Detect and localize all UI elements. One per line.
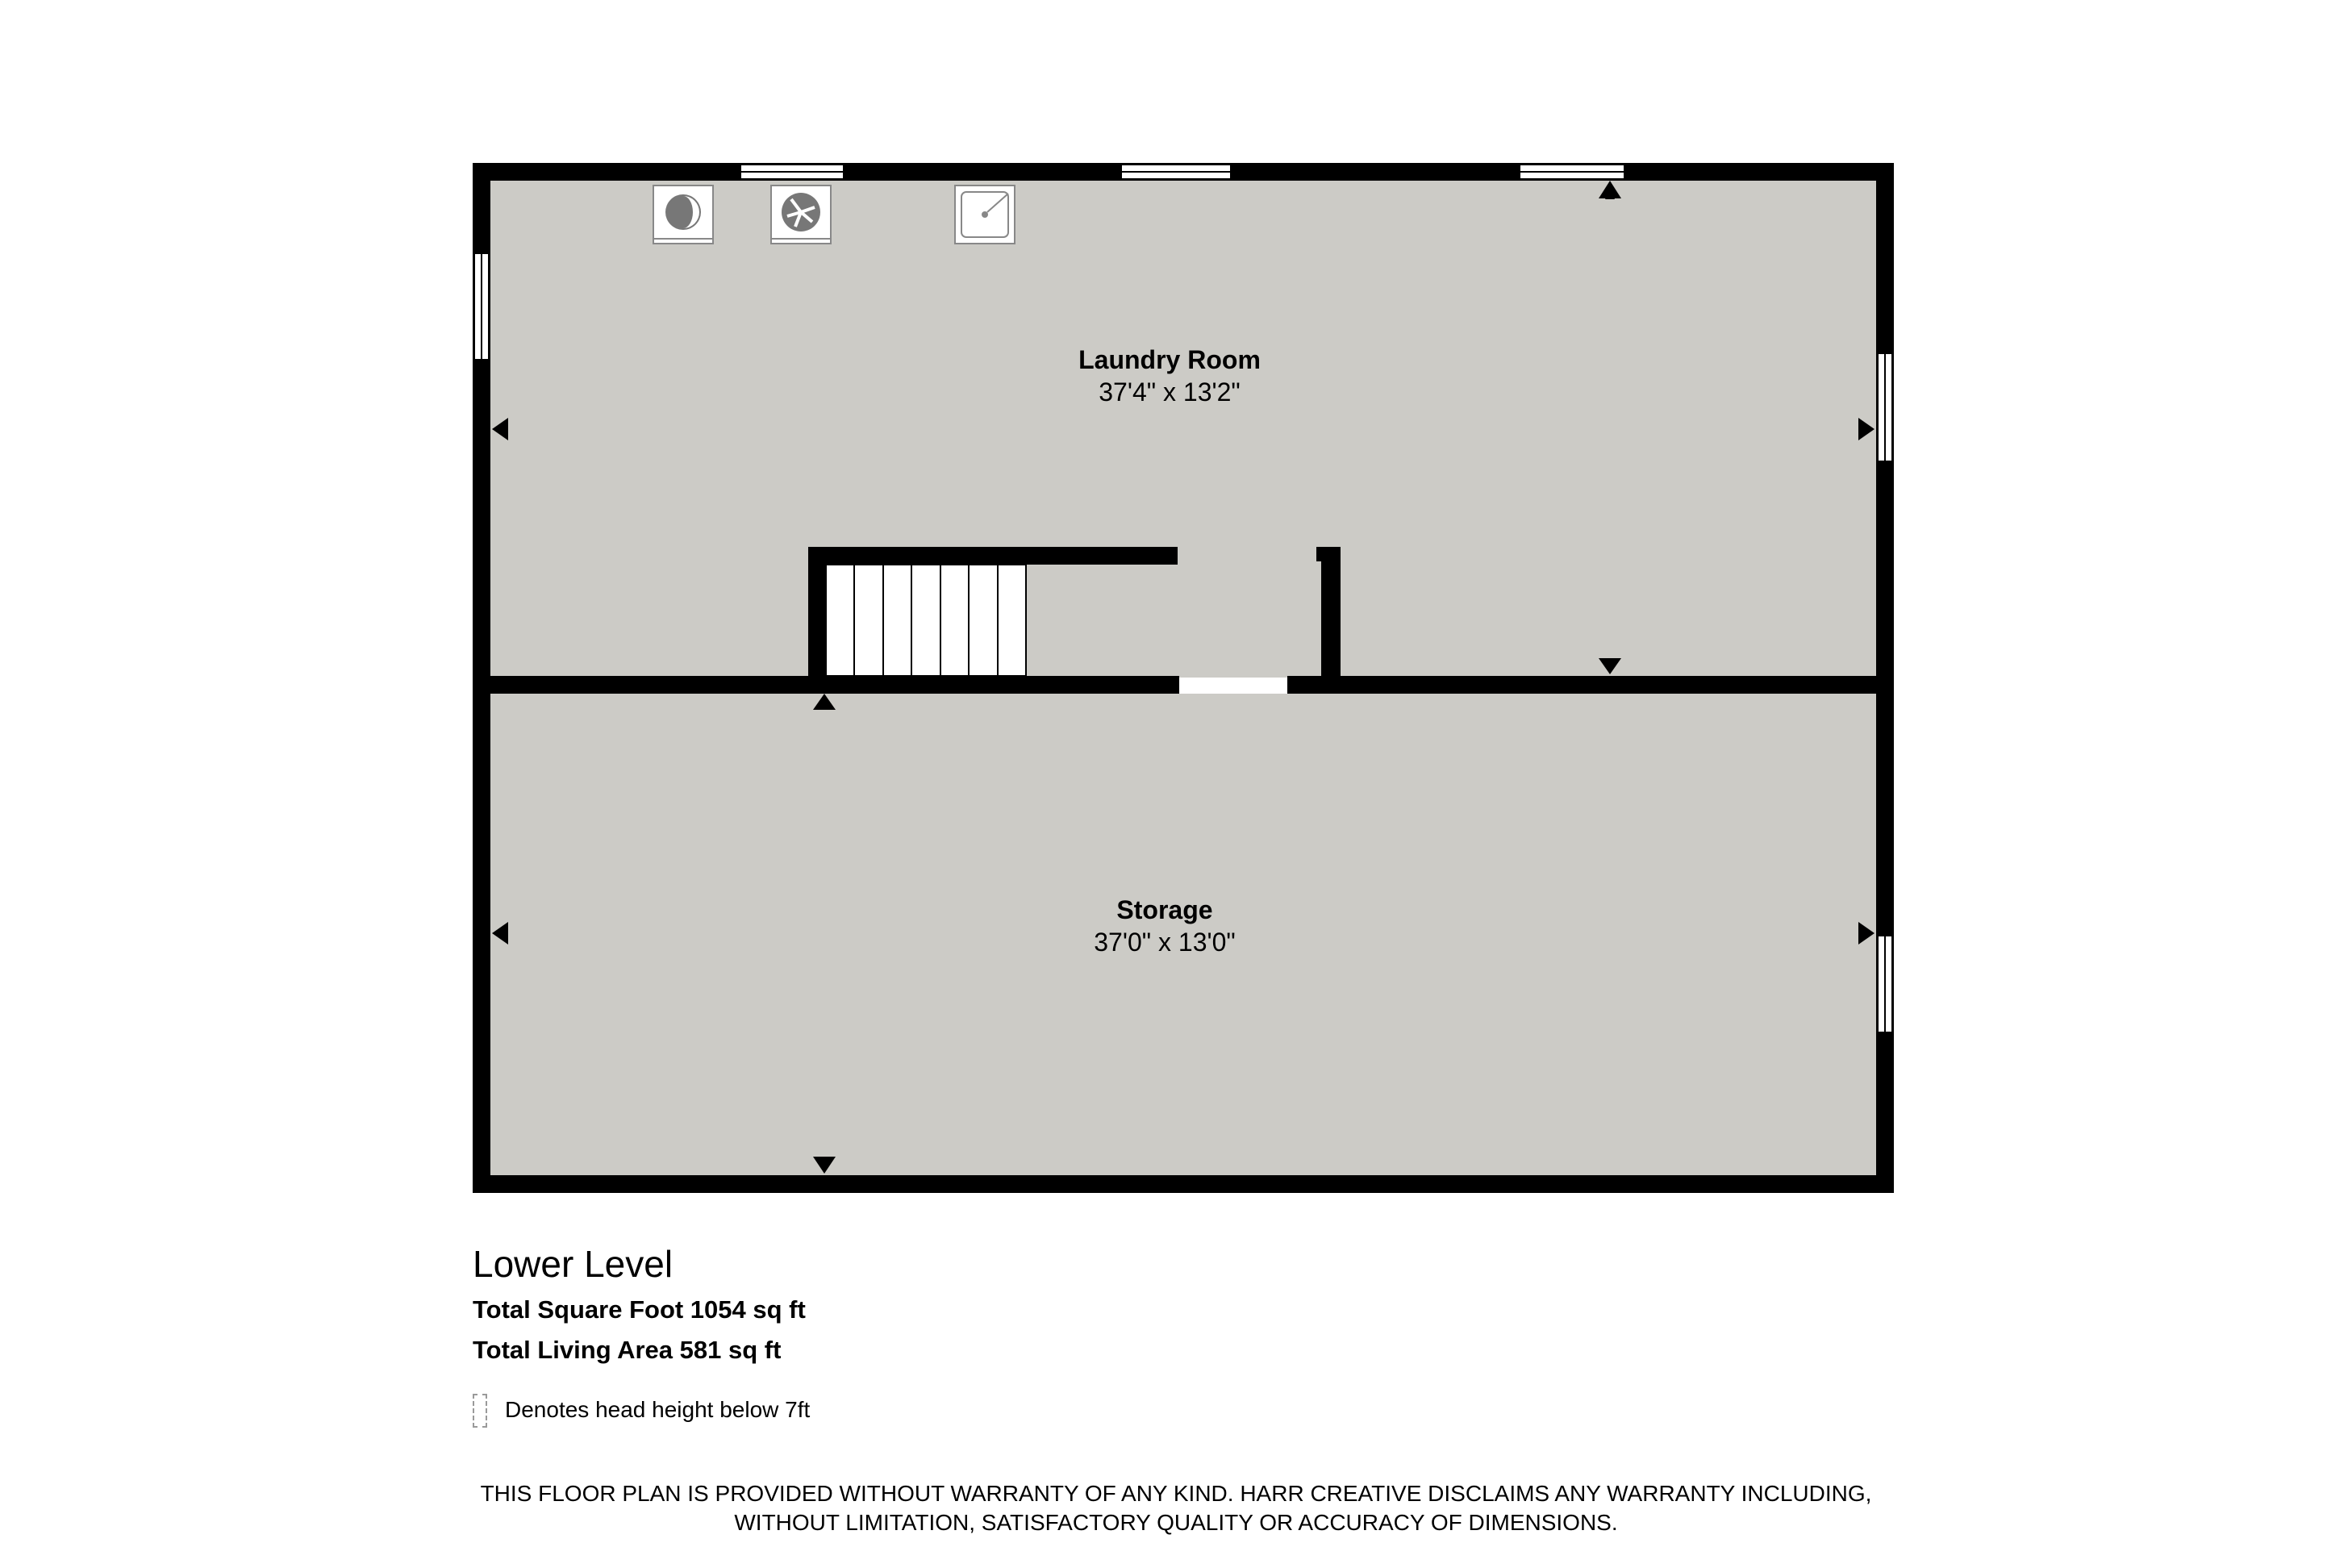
head-height-legend-icon — [473, 1394, 487, 1428]
storage-name: Storage — [1116, 895, 1213, 924]
laundry-room-floor — [490, 181, 1876, 678]
utility-sink-icon — [955, 186, 1015, 244]
laundry-room-dimensions: 37'4" x 13'2" — [1099, 377, 1241, 407]
staircase — [826, 565, 1026, 676]
washer-icon — [653, 186, 713, 244]
level-title: Lower Level — [473, 1243, 673, 1285]
disclaimer — [369, 1479, 1983, 1537]
dryer-icon — [771, 186, 831, 244]
storage-dimensions: 37'0" x 13'0" — [1094, 928, 1236, 957]
laundry-room-name: Laundry Room — [1078, 345, 1261, 374]
disclaimer-line-2: WITHOUT LIMITATION, SATISFACTORY QUALITY OR ACCURACY OF DIMENSIONS. — [734, 1510, 1618, 1535]
head-height-legend-text: Denotes head height below 7ft — [505, 1397, 811, 1422]
total-square-foot: Total Square Foot 1054 sq ft — [473, 1295, 806, 1324]
total-living-area: Total Living Area 581 sq ft — [473, 1336, 782, 1364]
disclaimer-line-1: THIS FLOOR PLAN IS PROVIDED WITHOUT WARRANTY OF ANY KIND. HARR CREATIVE DISCLAIMS ANY WARRANTY INCLUDING, — [480, 1481, 1872, 1506]
